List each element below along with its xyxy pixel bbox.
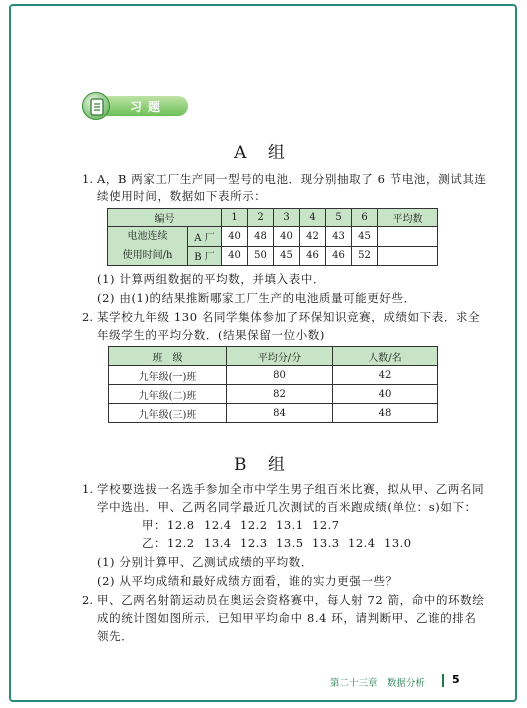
sub-question: (1) 计算两组数据的平均数，并填入表中． bbox=[97, 272, 326, 286]
table-cell: 45 bbox=[274, 246, 300, 266]
question-text: 领先． bbox=[97, 629, 134, 643]
score-table bbox=[108, 346, 438, 423]
table-cell: 48 bbox=[333, 404, 438, 423]
question-text: 某学校九年级 130 名同学集体参加了环保知识竞赛，成绩如下表．求全 bbox=[97, 310, 481, 324]
table-cell: 43 bbox=[326, 227, 352, 247]
question-text: A，B 两家工厂生产同一型号的电池．现分别抽取了 6 节电池，测试其连 bbox=[97, 172, 487, 186]
table-cell: 82 bbox=[227, 385, 333, 404]
table-cell: 九年级(一)班 bbox=[109, 366, 227, 385]
table-cell: 42 bbox=[300, 227, 326, 247]
table-header-cell: 编号 bbox=[108, 209, 222, 227]
table-cell: 40 bbox=[222, 246, 248, 266]
question-number: 1. bbox=[82, 172, 93, 186]
group-b-title: B 组 bbox=[234, 455, 293, 475]
question-number: 2. bbox=[82, 310, 93, 324]
table-header-cell: 人数/名 bbox=[333, 347, 438, 366]
table-row bbox=[109, 404, 438, 423]
table-cell: 46 bbox=[300, 246, 326, 266]
page-number: 5 bbox=[452, 673, 460, 686]
notebook-icon bbox=[82, 92, 110, 120]
table-cell: 九年级(三)班 bbox=[109, 404, 227, 423]
banner-label: 习题 bbox=[130, 100, 167, 114]
table-header-cell: 平均数 bbox=[378, 209, 438, 227]
score-value: 13.3 bbox=[312, 536, 340, 550]
table-header-row bbox=[108, 209, 438, 227]
table-cell: 40 bbox=[222, 227, 248, 247]
question-text: 学校要选拔一名选手参加全市中学生男子组百米比赛，拟从甲、乙两名同 bbox=[97, 482, 485, 496]
table-cell: 40 bbox=[333, 385, 438, 404]
yi-label: 乙： bbox=[142, 536, 166, 550]
table-header-cell: 平均分/分 bbox=[227, 347, 333, 366]
row-label-line: 使用时间/h bbox=[122, 250, 173, 261]
table-row bbox=[108, 227, 438, 247]
page-footer bbox=[330, 674, 490, 688]
score-value: 13.4 bbox=[204, 536, 232, 550]
table-cell: A 厂 bbox=[188, 227, 222, 247]
score-value: 12.7 bbox=[312, 518, 340, 532]
question-text: 甲、乙两名射箭运动员在奥运会资格赛中，每人射 72 箭，命中的环数绘 bbox=[97, 593, 485, 607]
table-header-cell: 班 级 bbox=[109, 347, 227, 366]
sub-question: (2) 从平均成绩和最好成绩方面看，谁的实力更强一些？ bbox=[97, 574, 398, 588]
score-value: 12.4 bbox=[348, 536, 376, 550]
question-text: 续使用时间，数据如下表所示： bbox=[97, 189, 267, 203]
table-cell: 45 bbox=[352, 227, 378, 247]
score-value: 12.2 bbox=[240, 518, 268, 532]
table-header-cell: 5 bbox=[326, 209, 352, 227]
score-value: 12.4 bbox=[204, 518, 232, 532]
score-value: 12.2 bbox=[167, 536, 195, 550]
question-text: 学中选出．甲、乙两名同学最近几次测试的百米跑成绩(单位：s)如下： bbox=[97, 500, 477, 514]
table-cell: 80 bbox=[227, 366, 333, 385]
row-label-line: 电池连续 bbox=[127, 231, 168, 242]
question-text: 年级学生的平均分数．(结果保留一位小数) bbox=[97, 328, 325, 342]
table-cell: 52 bbox=[352, 246, 378, 266]
score-value: 12.8 bbox=[167, 518, 195, 532]
table-cell: 50 bbox=[248, 246, 274, 266]
table-cell: 84 bbox=[227, 404, 333, 423]
table-row bbox=[109, 366, 438, 385]
table-cell bbox=[378, 246, 438, 266]
row-group-label bbox=[108, 227, 188, 266]
question-number: 1. bbox=[82, 482, 93, 496]
exercise-banner bbox=[82, 92, 188, 120]
table-header-cell: 4 bbox=[300, 209, 326, 227]
table-header-cell: 6 bbox=[352, 209, 378, 227]
battery-table bbox=[107, 208, 438, 266]
score-value: 12.3 bbox=[240, 536, 268, 550]
jia-label: 甲： bbox=[142, 518, 166, 532]
table-cell bbox=[378, 227, 438, 247]
question-number: 2. bbox=[82, 593, 93, 607]
table-cell: 46 bbox=[326, 246, 352, 266]
table-row bbox=[109, 385, 438, 404]
table-cell: 42 bbox=[333, 366, 438, 385]
table-header-row bbox=[109, 347, 438, 366]
table-cell: 九年级(二)班 bbox=[109, 385, 227, 404]
table-header-cell: 1 bbox=[222, 209, 248, 227]
table-header-cell: 2 bbox=[248, 209, 274, 227]
footer-divider bbox=[442, 674, 444, 687]
score-value: 13.0 bbox=[384, 536, 412, 550]
score-value: 13.1 bbox=[276, 518, 304, 532]
sub-question: (2) 由(1)的结果推断哪家工厂生产的电池质量可能更好些． bbox=[97, 291, 416, 305]
chapter-label: 第二十三章 数据分析 bbox=[330, 678, 426, 689]
table-cell: 48 bbox=[248, 227, 274, 247]
score-value: 13.5 bbox=[276, 536, 304, 550]
question-text: 成的统计图如图所示．已知甲平均命中 8.4 环，请判断甲、乙谁的排名 bbox=[97, 611, 477, 625]
table-header-cell: 3 bbox=[274, 209, 300, 227]
sub-question: (1) 分别计算甲、乙测试成绩的平均数． bbox=[97, 555, 313, 569]
table-cell: B 厂 bbox=[188, 246, 222, 266]
group-a-title: A 组 bbox=[234, 143, 293, 163]
table-cell: 40 bbox=[274, 227, 300, 247]
